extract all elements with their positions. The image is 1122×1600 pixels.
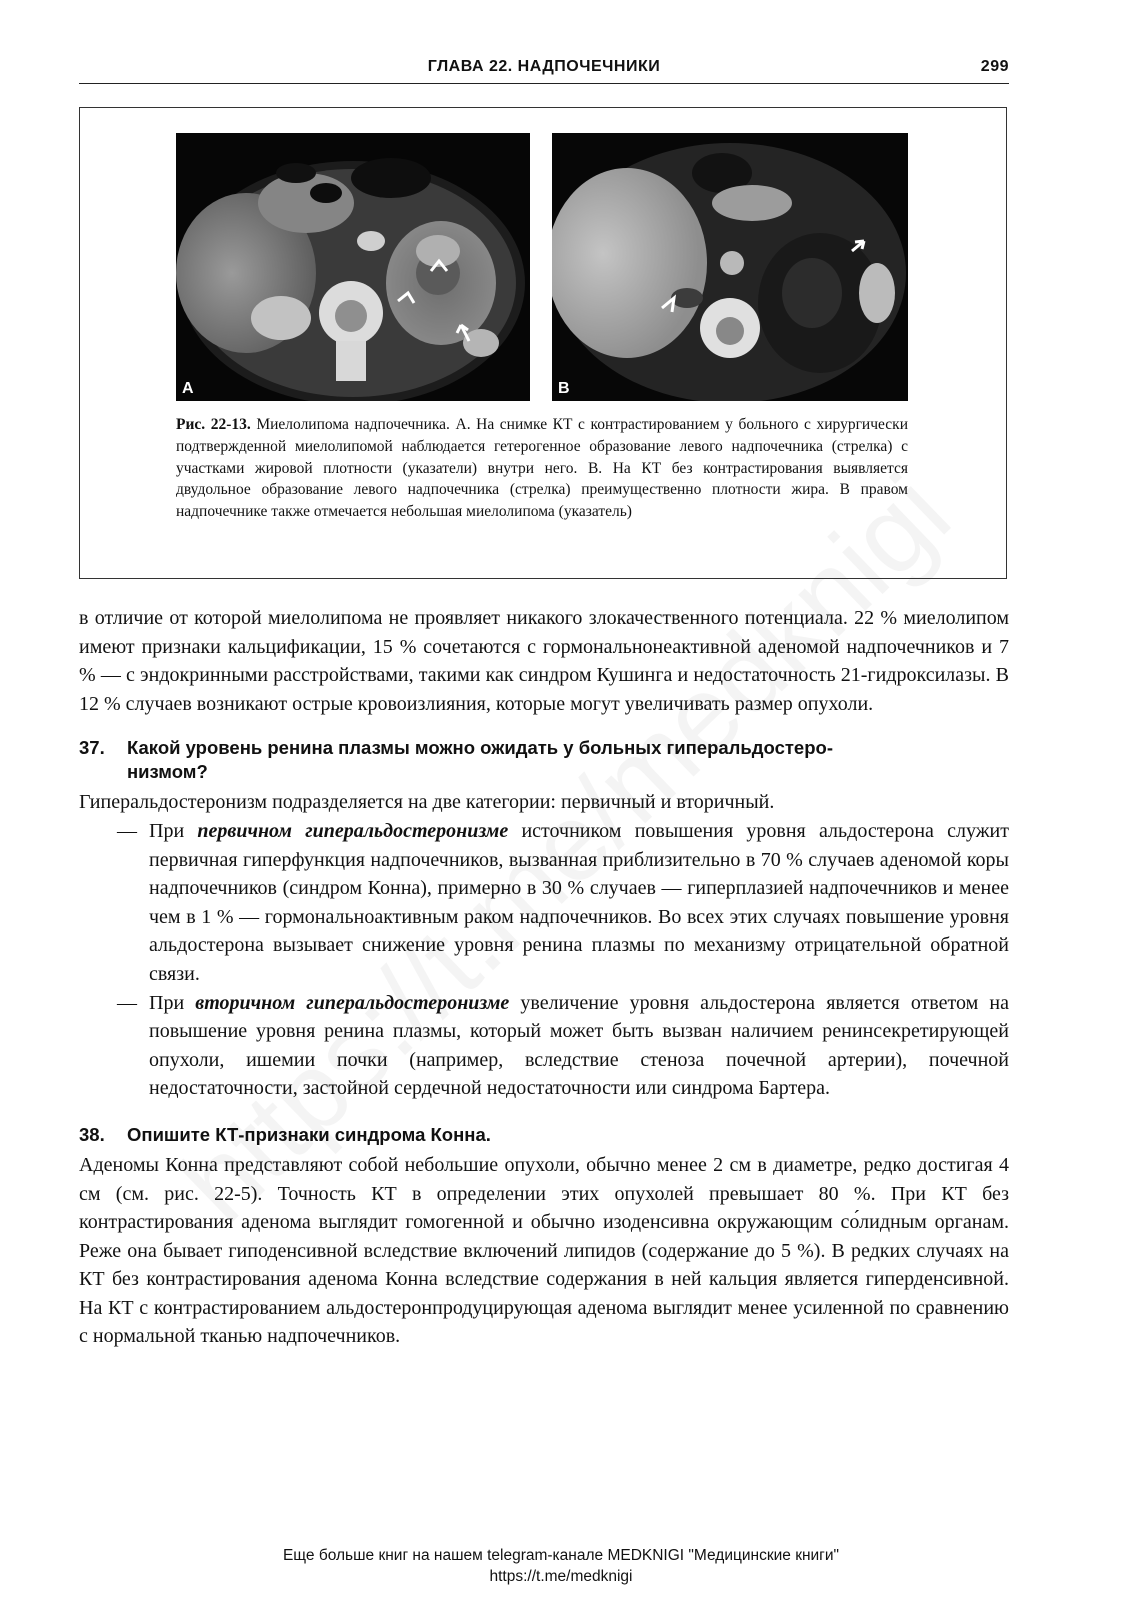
body-text [79,604,1009,1351]
emphasis-term: вторичном гиперальдостеронизме [195,991,510,1014]
list-text: источником повышения уровня альдостерона служит первичная гиперфункция надпочечников, вызванная приблизительно в 70 % случаев аденомой коры надпочечников (синдром Конна), примерно в 30 % случаев — гиперплазией надпочечников и менее чем в 1 % — гормональноактивным раком надпочечников. Во всех этих случаях повышение уровня альдостерона вызывает снижение уровня ренина плазмы по механизму отрицательной обратной связи. [149,819,1009,985]
caption-lead: Рис. 22-13. [176,416,251,433]
page-number: 299 [980,58,1009,75]
panel-label-a: A [182,380,194,397]
question-number: 38. [79,1123,105,1145]
question-38-title [79,1123,1009,1147]
footer-link[interactable]: https://t.me/medknigi [489,1568,633,1585]
list-dash: — [117,819,137,842]
question-title-line2: низмом? [127,761,208,783]
emphasis-term: первичном гиперальдостеронизме [197,819,509,842]
list-dash: — [117,991,137,1014]
question-37-intro: Гиперальдостеронизм подразделяется на две категории: первичный и вторичный. [79,791,775,814]
figure-caption [176,414,908,523]
ct-image-b [552,133,908,401]
list-item-primary [79,817,1009,989]
question-37-title [79,736,1009,784]
running-head [79,55,1009,84]
ct-image-a [176,133,530,401]
panel-label-b: B [558,380,570,397]
question-title-line1: Какой уровень ренина плазмы можно ожидать у больных гиперальдостеро- [127,737,833,759]
question-number: 37. [79,737,105,759]
question-title: Опишите КТ-признаки синдрома Конна. [127,1123,491,1145]
question-38-answer: Аденомы Конна представляют собой небольшие опухоли, обычно менее 2 см в диаметре, редко достигая 4 см (см. рис. 22-5). Точность КТ в определении этих опухолей превышает 80 %. При КТ без контрастирования аденома выглядит гомогенной и обычно изоденсивна окружающим со́лидным органам. Реже она бывает гиподенсивной вследствие включений липидов (содержание до 5 %). В редких случаях на КТ без контрастирования аденома Конна вследствие содержания в ней кальция является гиперденсивной. На КТ с контрастированием альдостеронпродуцирующая аденома выглядит менее усиленной по сравнению с нормальной тканью надпочечников. [79,1153,1009,1348]
list-text: При [149,991,196,1014]
list-text: увеличение уровня альдостерона является ответом на повышение уровня ренина плазмы, который может быть вызван наличием ренинсекретирующей опухоли, ишемии почки (например, вследствие стеноза почечной артерии), почечной недостаточности, застойной сердечной недостаточности или синдрома Бартера. [149,991,1009,1100]
footer-line1: Еще больше книг на нашем telegram-канале MEDKNIGI "Медицинские книги" [282,1547,840,1564]
paragraph: в отличие от которой миелолипома не проявляет никакого злокачественного потенциала. 22 % миелолипом имеют признаки кальцификации, 15 % сочетаются с гормональнонеактивной аденомой надпочечников и 7 % — с эндокринными расстройствами, такими как синдром Кушинга и недостаточность 21-гидроксилазы. В 12 % случаев возникают острые кровоизлияния, которые могут увеличивать размер опухоли. [79,607,1009,715]
list-text: При [149,819,198,842]
chapter-title: ГЛАВА 22. НАДПОЧЕЧНИКИ [427,58,661,75]
footer [0,1545,1122,1587]
caption-text: Миелолипома надпочечника. A. На снимке КТ с контрастированием у больного с хирургически подтвержденной миелолипомой наблюдается гетерогенное образование левого надпочечника (стрелка) с участками жировой плотности (указатели) внутри него. B. На КТ без контрастирования выявляется двудольное образование левого надпочечника (стрелка) преимущественно плотности жира. В правом надпочечнике также отмечается небольшая миелолипома (указатель) [176,416,908,521]
figure [79,107,1007,579]
list-item-secondary [79,989,1009,1103]
